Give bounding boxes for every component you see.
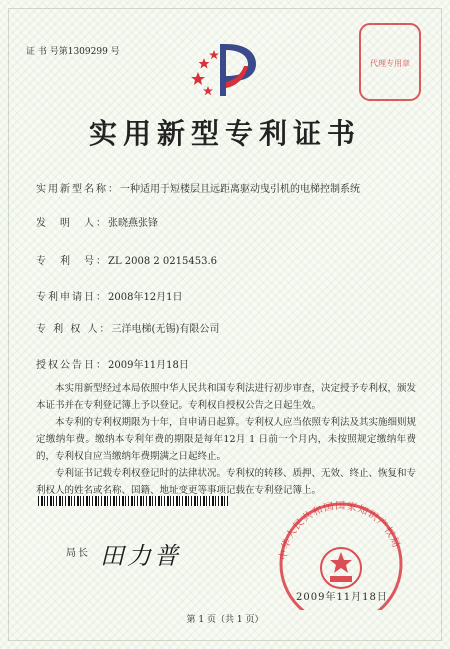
grant-date-value: 2009年11月18日 bbox=[108, 360, 189, 371]
certificate-number: 证 书 号第1309299 号 bbox=[26, 47, 120, 57]
patentee-label: 专 利 权 人： bbox=[36, 324, 112, 335]
utility-model-label: 实用新型名称： bbox=[36, 184, 120, 195]
svg-text:中华人民共和国国家知识产权局 bbox=[276, 500, 403, 561]
national-emblem-icon bbox=[321, 548, 361, 588]
logo-p-shape bbox=[220, 44, 226, 96]
seal-text: 中华人民共和国国家知识产权局 bbox=[277, 500, 402, 562]
agency-stamp-text: 代理专用章 bbox=[370, 59, 410, 68]
filing-date-row bbox=[36, 288, 183, 303]
logo-star-4 bbox=[203, 86, 213, 95]
issue-date: 2009年11月18日 bbox=[296, 592, 388, 603]
paragraph-1: 本实用新型经过本局依照中华人民共和国专利法进行初步审查，决定授予专利权，颁发本证书并在专利登记簿上予以登记。专利权自授权公告之日起生效。 bbox=[36, 383, 417, 411]
filing-date-value: 2008年12月1日 bbox=[108, 292, 183, 303]
patentee-value: 三洋电梯(无锡)有限公司 bbox=[111, 324, 220, 335]
utility-model-name: 一种适用于短楼层且远距离驱动曳引机的电梯控制系统 bbox=[120, 184, 360, 195]
agency-stamp bbox=[358, 22, 422, 102]
sipo-logo bbox=[186, 36, 266, 100]
signature: 田力普 bbox=[100, 542, 181, 570]
patent-no-value: ZL 2008 2 0215453.6 bbox=[108, 256, 218, 267]
paragraph-3: 专利证书记载专利权登记时的法律状况。专利权的转移、质押、无效、终止、恢复和专利权人的姓名或名称、国籍、地址变更等事项记载在专利登记簿上。 bbox=[36, 468, 417, 496]
inventor-row bbox=[36, 214, 158, 229]
utility-model-row bbox=[36, 180, 360, 195]
logo-star-1 bbox=[191, 72, 205, 85]
patent-no-row bbox=[36, 252, 217, 267]
logo-star-2 bbox=[199, 58, 210, 69]
patentee-row bbox=[36, 320, 219, 335]
inventor-value: 张晓燕张锋 bbox=[108, 218, 158, 229]
page-footer: 第 1 页（共 1 页） bbox=[186, 615, 264, 625]
paragraph-2: 本专利的专利权期限为十年，自申请日起算。专利权人应当依照专利法及其实施细则规定缴纳年费。缴纳本专利年费的期限是每年12月 1 日前一个月内，未按照规定缴纳年费的，专利权自应当缴纳年费期满之日起终止。 bbox=[36, 417, 417, 462]
patent-no-label: 专 利 号： bbox=[36, 256, 108, 267]
logo-star-3 bbox=[209, 50, 219, 59]
barcode bbox=[38, 496, 228, 506]
page-title: 实用新型专利证书 bbox=[88, 117, 361, 150]
grant-date-row bbox=[36, 356, 189, 371]
grant-date-label: 授权公告日： bbox=[36, 360, 108, 371]
inventor-label: 发 明 人： bbox=[36, 218, 108, 229]
filing-date-label: 专利申请日： bbox=[36, 292, 108, 303]
signature-label: 局长 bbox=[66, 548, 90, 559]
